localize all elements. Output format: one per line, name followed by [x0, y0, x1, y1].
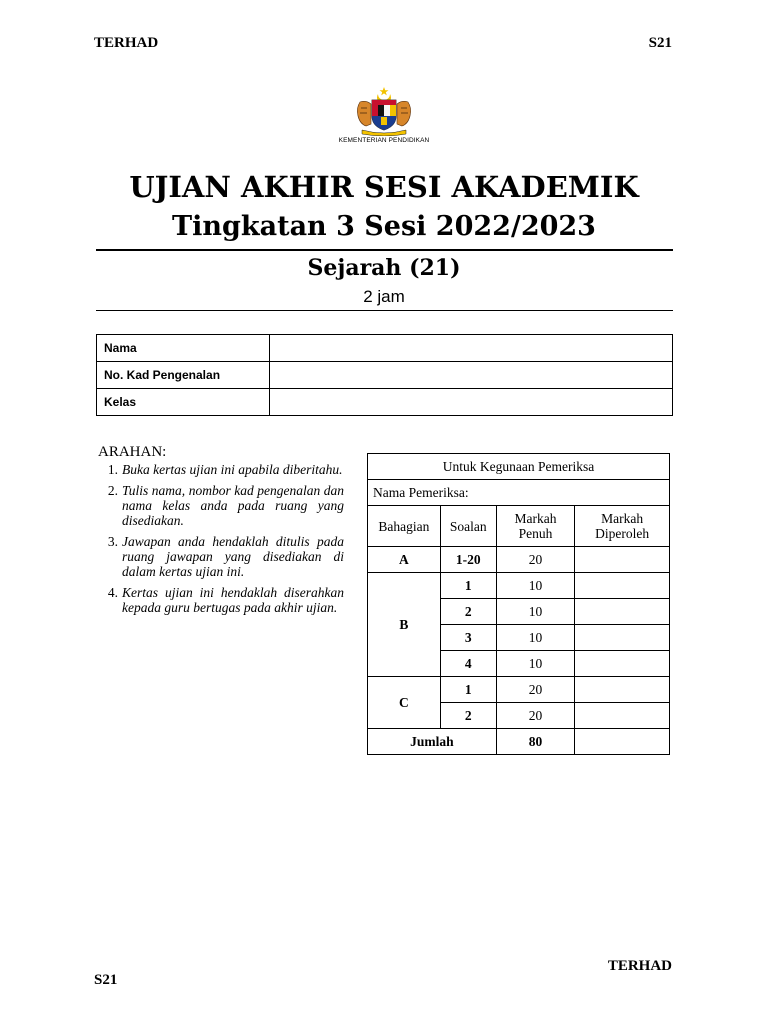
total-marks-obtained-cell[interactable] — [575, 729, 670, 755]
full-marks: 20 — [496, 547, 575, 573]
total-row — [368, 729, 670, 755]
instruction-number: 1. — [107, 462, 118, 477]
field-label-class: Kelas — [97, 389, 270, 416]
question-number: 1 — [440, 677, 496, 703]
footer-classification: TERHAD — [607, 958, 672, 974]
subject-title: Sejarah (21) — [307, 255, 461, 281]
divider — [96, 249, 673, 251]
field-value-ic[interactable] — [270, 362, 673, 389]
candidate-row-class — [97, 389, 673, 416]
header-classification: TERHAD — [94, 35, 159, 51]
instruction-text: Buka kertas ujian ini apabila diberitahu. — [122, 462, 343, 477]
divider — [96, 310, 673, 311]
instruction-number: 2. — [107, 483, 118, 498]
table-row — [368, 573, 670, 599]
section-label: A — [368, 547, 441, 573]
marks-obtained-cell[interactable] — [575, 625, 670, 651]
marks-obtained-cell[interactable] — [575, 573, 670, 599]
coat-of-arms-icon — [352, 86, 416, 136]
marks-obtained-cell[interactable] — [575, 677, 670, 703]
instructions — [98, 444, 344, 621]
full-marks: 10 — [496, 599, 575, 625]
field-value-class[interactable] — [270, 389, 673, 416]
exam-duration: 2 jam — [363, 287, 405, 306]
column-header-section: Bahagian — [368, 506, 441, 547]
instruction-text: Tulis nama, nombor kad pengenalan dan nama kelas anda pada ruang yang disediakan. — [122, 483, 344, 528]
section-label: B — [368, 573, 441, 677]
footer-paper-code: S21 — [94, 972, 118, 988]
instruction-text: Kertas ujian ini hendaklah diserahkan kepada guru bertugas pada akhir ujian. — [122, 585, 344, 615]
full-marks: 10 — [496, 573, 575, 599]
marks-obtained-cell[interactable] — [575, 651, 670, 677]
table-row — [368, 547, 670, 573]
examiner-name-field[interactable]: Nama Pemeriksa: — [368, 480, 670, 506]
total-full-marks: 80 — [496, 729, 575, 755]
instruction-number: 3. — [107, 534, 118, 549]
instructions-list — [98, 462, 344, 615]
section-label: C — [368, 677, 441, 729]
header-paper-code: S21 — [648, 35, 672, 51]
instruction-text: Jawapan anda hendaklah ditulis pada ruang jawapan yang disediakan di dalam kertas ujian ini. — [122, 534, 344, 579]
instruction-item — [98, 483, 344, 528]
full-marks: 10 — [496, 625, 575, 651]
field-label-name: Nama — [97, 335, 270, 362]
full-marks: 10 — [496, 651, 575, 677]
column-header-full-marks: Markah Penuh — [496, 506, 575, 547]
total-label: Jumlah — [368, 729, 497, 755]
field-value-name[interactable] — [270, 335, 673, 362]
candidate-info-table — [96, 334, 673, 416]
examiner-table — [367, 453, 670, 755]
question-number: 2 — [440, 599, 496, 625]
field-label-ic: No. Kad Pengenalan — [97, 362, 270, 389]
candidate-row-name — [97, 335, 673, 362]
instruction-item — [98, 462, 344, 477]
examiner-table-title: Untuk Kegunaan Pemeriksa — [368, 454, 670, 480]
question-number: 2 — [440, 703, 496, 729]
column-header-marks-obtained: Markah Diperoleh — [575, 506, 670, 547]
column-header-question: Soalan — [440, 506, 496, 547]
instructions-heading: ARAHAN: — [98, 444, 167, 460]
full-marks: 20 — [496, 677, 575, 703]
candidate-row-ic — [97, 362, 673, 389]
exam-title: UJIAN AKHIR SESI AKADEMIK — [129, 170, 639, 204]
full-marks: 20 — [496, 703, 575, 729]
marks-obtained-cell[interactable] — [575, 599, 670, 625]
question-number: 3 — [440, 625, 496, 651]
table-row — [368, 677, 670, 703]
exam-subtitle: Tingkatan 3 Sesi 2022/2023 — [172, 211, 596, 242]
instruction-item — [98, 534, 344, 579]
logo-caption: KEMENTERIAN PENDIDIKAN — [338, 137, 430, 144]
question-number: 4 — [440, 651, 496, 677]
question-number: 1 — [440, 573, 496, 599]
marks-obtained-cell[interactable] — [575, 547, 670, 573]
instruction-item — [98, 585, 344, 615]
instruction-number: 4. — [107, 585, 118, 600]
question-number: 1-20 — [440, 547, 496, 573]
ministry-logo — [334, 86, 434, 144]
marks-obtained-cell[interactable] — [575, 703, 670, 729]
